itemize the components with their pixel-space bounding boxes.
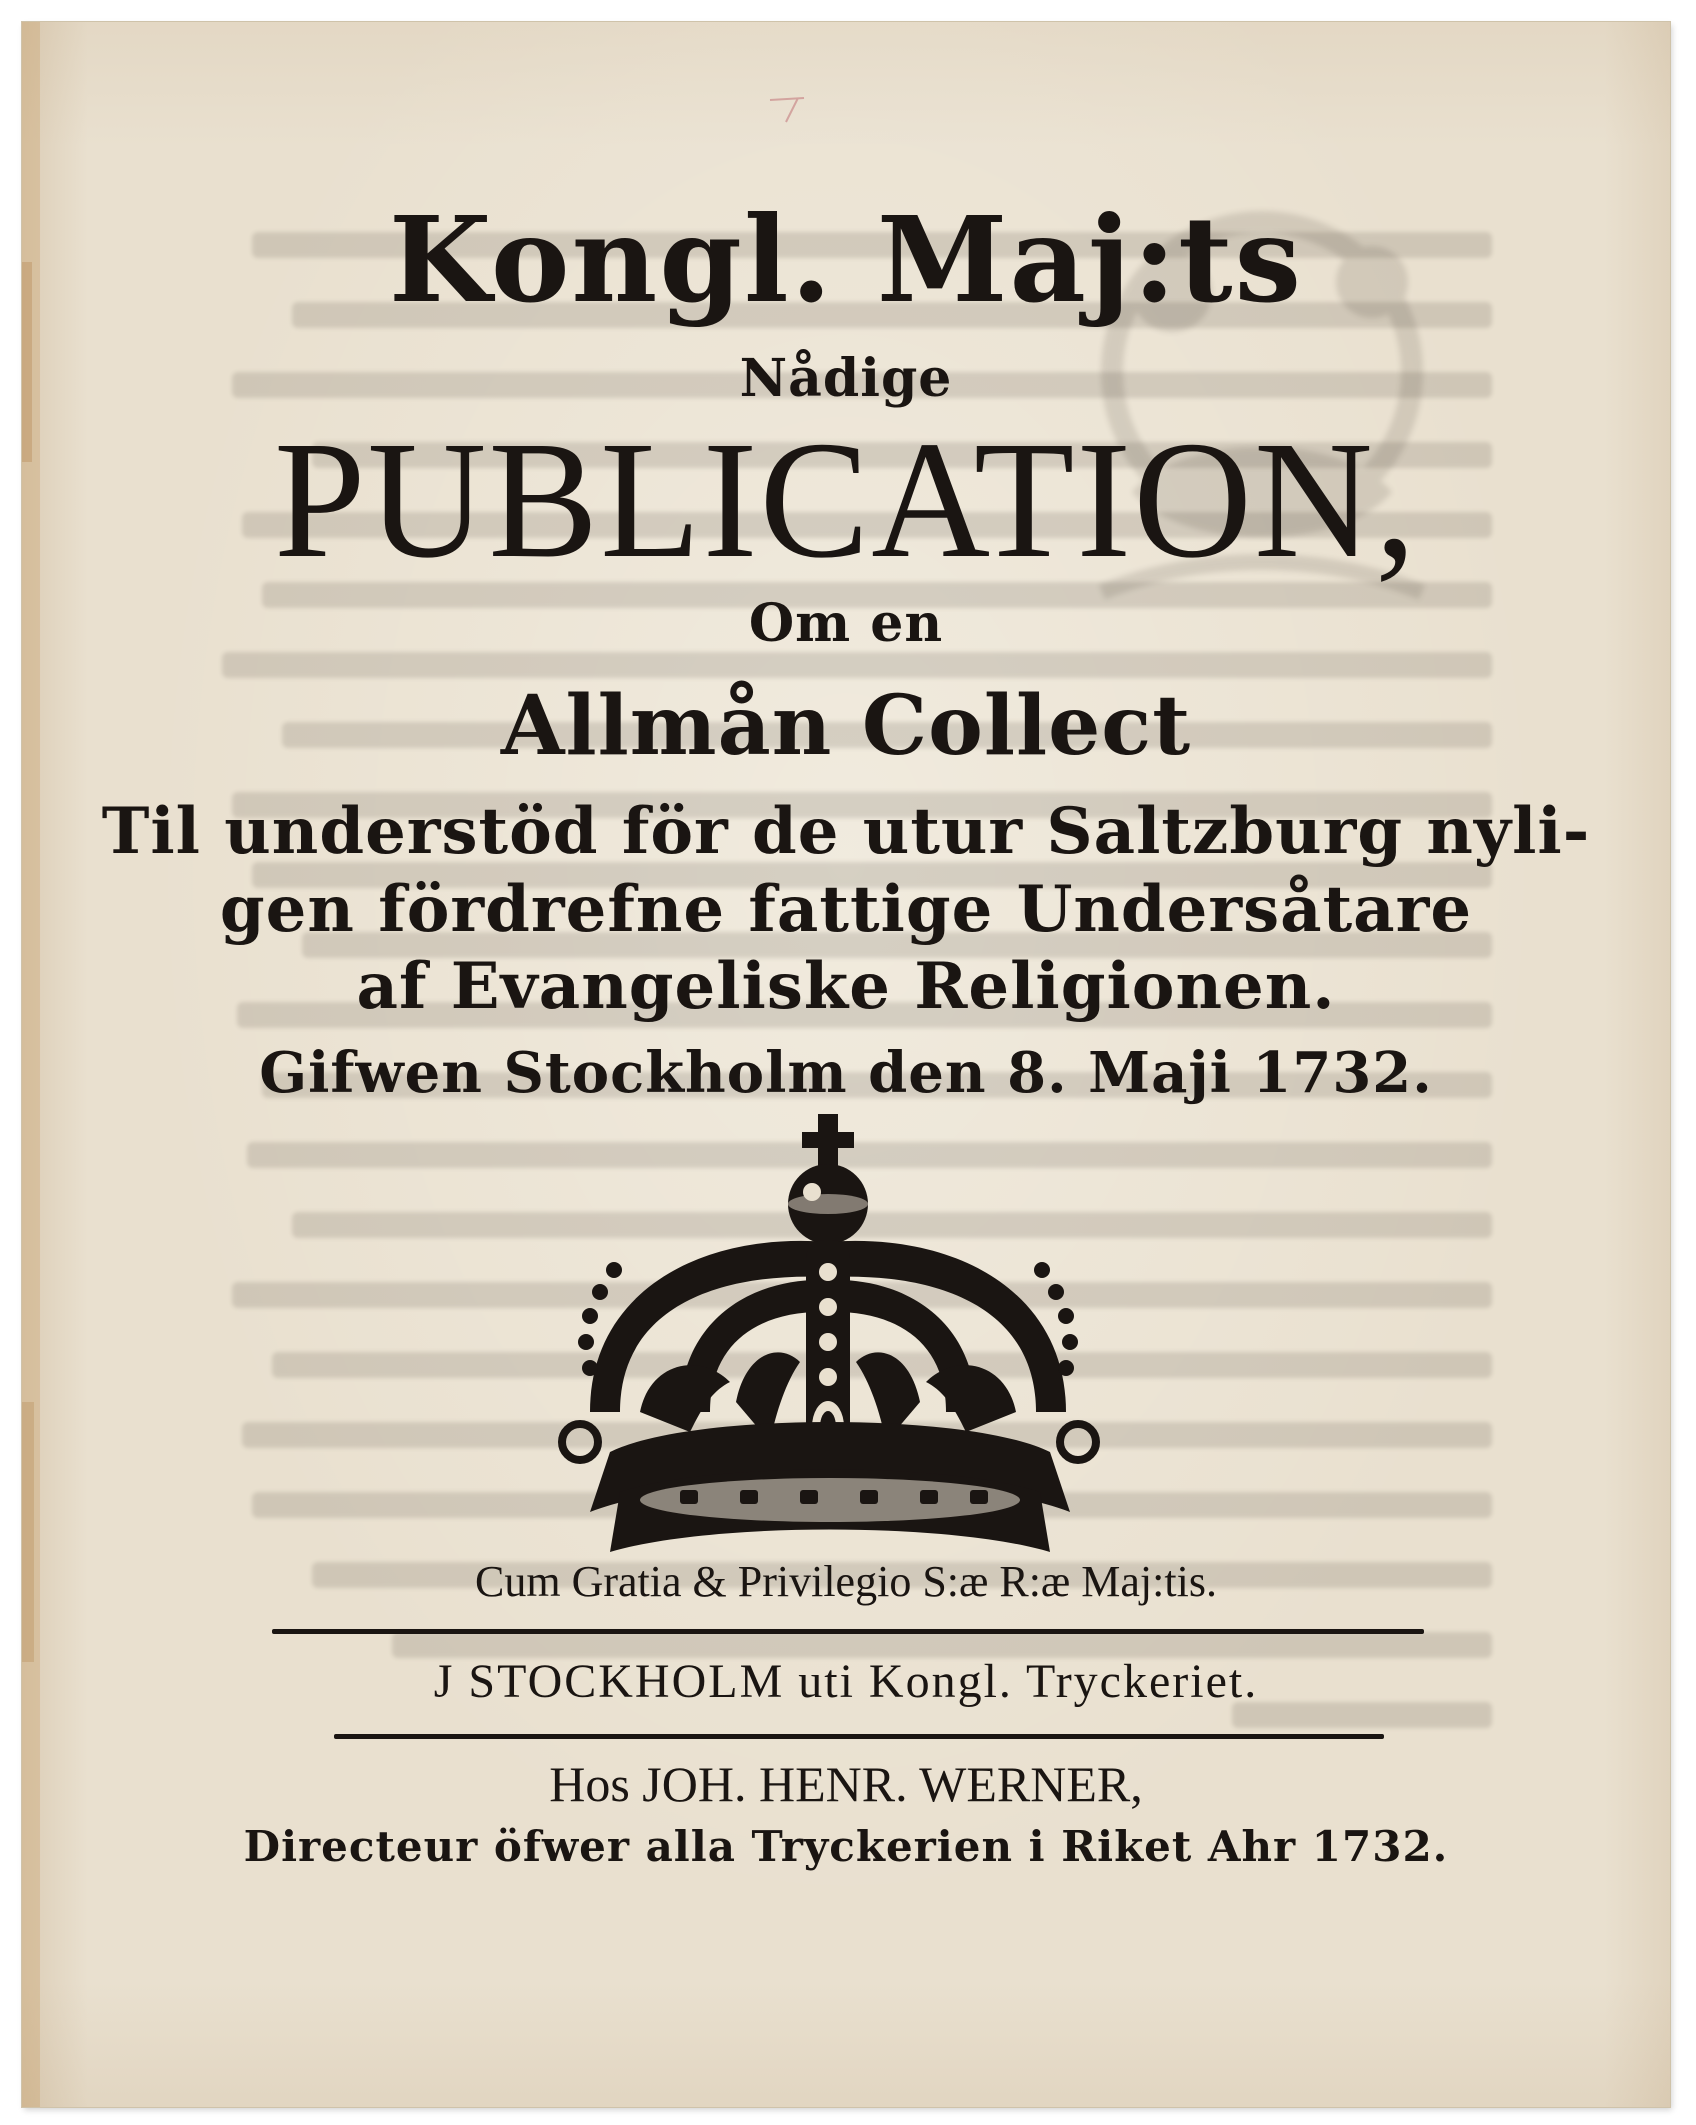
document-subtitle: Nådige [739, 348, 953, 409]
purpose-line-2: gen fördrefne fattige Undersåtare [219, 872, 1473, 947]
topic-line: Allmån Collect [500, 678, 1192, 774]
printer-line: Hos JOH. HENR. WERNER, [549, 1756, 1143, 1812]
royal-crown-icon [550, 1112, 1110, 1582]
document-page [22, 22, 1670, 2107]
privilege-line: Cum Gratia & Privilegio S:æ R:æ Maj:tis. [475, 1557, 1217, 1606]
pencil-mark-icon [764, 92, 810, 126]
divider-rule-top [272, 1629, 1424, 1634]
purpose-line-3: af Evangeliske Religionen. [356, 949, 1336, 1024]
director-line: Directeur öfwer alla Tryckerien i Riket Ahr 1732. [243, 1822, 1449, 1871]
document-title: Kongl. Maj:ts [388, 190, 1304, 329]
main-heading: PUBLICATION, [273, 407, 1418, 593]
divider-rule-bottom [334, 1734, 1384, 1739]
date-line: Gifwen Stockholm den 8. Maji 1732. [259, 1040, 1433, 1106]
om-en-line: Om en [748, 593, 944, 654]
imprint-line: J STOCKHOLM uti Kongl. Tryckeriet. [433, 1655, 1259, 1708]
purpose-line-1: Til understöd för de utur Saltzburg nyli- [101, 794, 1591, 869]
